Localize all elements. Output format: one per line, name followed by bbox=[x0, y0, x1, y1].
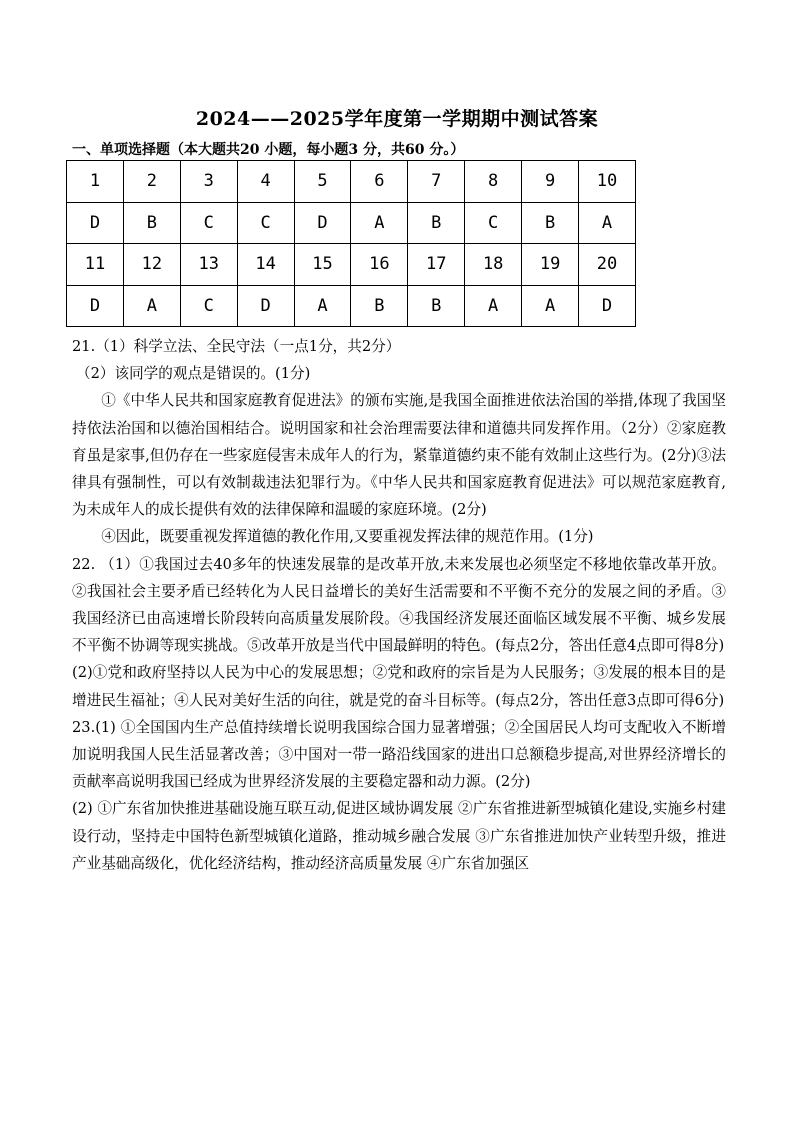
answer-paragraph: (2) ①广东省加快推进基础设施互联互动,促进区域协调发展 ②广东省推进新型城镇化建设,实施乡村建设行动，坚持走中国特色新型城镇化道路，推动城乡融合发展 ③广东省推进加快产业转型升级，推进产业基础高级化，优化经济结构，推动经济高质量发展 ④广东省加强区 bbox=[72, 800, 726, 872]
table-cell: 20 bbox=[579, 244, 636, 286]
table-cell: 11 bbox=[67, 244, 124, 286]
table-cell: 2 bbox=[123, 161, 180, 203]
answer-paragraph: 21.（1）科学立法、全民守法（一点1分，共2分） bbox=[72, 338, 401, 355]
table-cell: B bbox=[351, 285, 408, 327]
answer-paragraph: 23.(1) ①全国国内生产总值持续增长说明我国综合国力显著增强；②全国居民人均可支配收入不断增加说明我国人民生活显著改善；③中国对一带一路沿线国家的进出口总额稳步提高,对世界经济增长的贡献率高说明我国已经成为世界经济发展的主要稳定器和动力源。(2分) bbox=[72, 718, 726, 791]
table-row bbox=[67, 244, 636, 286]
table-cell: 3 bbox=[180, 161, 237, 203]
table-cell: C bbox=[237, 202, 294, 244]
table-cell: A bbox=[465, 285, 522, 327]
table-row bbox=[67, 161, 636, 203]
table-cell: B bbox=[408, 285, 465, 327]
table-cell: 13 bbox=[180, 244, 237, 286]
table-cell: 18 bbox=[465, 244, 522, 286]
table-cell: A bbox=[522, 285, 579, 327]
table-cell: 6 bbox=[351, 161, 408, 203]
table-cell: D bbox=[294, 202, 351, 244]
table-cell: D bbox=[67, 285, 124, 327]
table-cell: 10 bbox=[579, 161, 636, 203]
table-cell: B bbox=[123, 202, 180, 244]
answer-paragraph: 22. （1）①我国过去40多年的快速发展靠的是改革开放,未来发展也必须坚定不移地依靠改革开放。②我国社会主要矛盾已经转化为人民日益增长的美好生活需要和不平衡不充分的发展之间的矛盾。③我国经济已由高速增长阶段转向高质量发展阶段。④我国经济发展还面临区域发展不平衡、城乡发展不平衡不协调等现实挑战。⑤改革开放是当代中国最鲜明的特色。(每点2分，答出任意4点即可得8分) bbox=[72, 555, 726, 655]
table-cell: A bbox=[294, 285, 351, 327]
table-cell: 17 bbox=[408, 244, 465, 286]
table-cell: 14 bbox=[237, 244, 294, 286]
table-cell: D bbox=[237, 285, 294, 327]
table-cell: 9 bbox=[522, 161, 579, 203]
table-row bbox=[67, 202, 636, 244]
table-cell: A bbox=[579, 202, 636, 244]
table-cell: C bbox=[180, 285, 237, 327]
table-cell: A bbox=[351, 202, 408, 244]
answer-body bbox=[72, 333, 726, 877]
table-cell: 12 bbox=[123, 244, 180, 286]
table-cell: 8 bbox=[465, 161, 522, 203]
table-cell: B bbox=[408, 202, 465, 244]
table-cell: 4 bbox=[237, 161, 294, 203]
table-cell: B bbox=[522, 202, 579, 244]
answer-paragraph: ④因此，既要重视发挥道德的教化作用,又要重视发挥法律的规范作用。(1分) bbox=[101, 528, 594, 546]
table-cell: 15 bbox=[294, 244, 351, 286]
table-cell: C bbox=[465, 202, 522, 244]
table-row bbox=[67, 285, 636, 327]
table-cell: 1 bbox=[67, 161, 124, 203]
table-cell: D bbox=[579, 285, 636, 327]
answer-paragraph: （2）该同学的观点是错误的。(1分) bbox=[76, 365, 311, 383]
table-cell: D bbox=[67, 202, 124, 244]
table-cell: 19 bbox=[522, 244, 579, 286]
answer-paragraph: (2)①党和政府坚持以人民为中心的发展思想；②党和政府的宗旨是为人民服务；③发展的根本目的是增进民生福祉；④人民对美好生活的向往，就是党的奋斗目标等。(每点2分，答出任意3点即可得6分) bbox=[72, 664, 726, 709]
page-title: 2024——2025学年度第一学期期中测试答案 bbox=[195, 108, 599, 130]
table-cell: 7 bbox=[408, 161, 465, 203]
section-heading: 一、单项选择题（本大题共20 小题，每小题3 分，共60 分。） bbox=[72, 142, 465, 158]
table-cell: 5 bbox=[294, 161, 351, 203]
answer-paragraph: ①《中华人民共和国家庭教育促进法》的颁布实施,是我国全面推进依法治国的举措,体现了我国坚持依法治国和以德治国相结合。说明国家和社会治理需要法律和道德共同发挥作用。（2分）②家庭教育虽是家事,但仍存在一些家庭侵害未成年人的行为，紧靠道德约束不能有效制止这些行为。(2分)③法律具有强制性，可以有效制裁违法犯罪行为。《中华人民共和国家庭教育促进法》可以规范家庭教育,为未成年人的成长提供有效的法律保障和温暖的家庭环境。(2分) bbox=[72, 392, 726, 519]
table-cell: A bbox=[123, 285, 180, 327]
table-cell: 16 bbox=[351, 244, 408, 286]
answer-table bbox=[66, 160, 636, 327]
table-cell: C bbox=[180, 202, 237, 244]
